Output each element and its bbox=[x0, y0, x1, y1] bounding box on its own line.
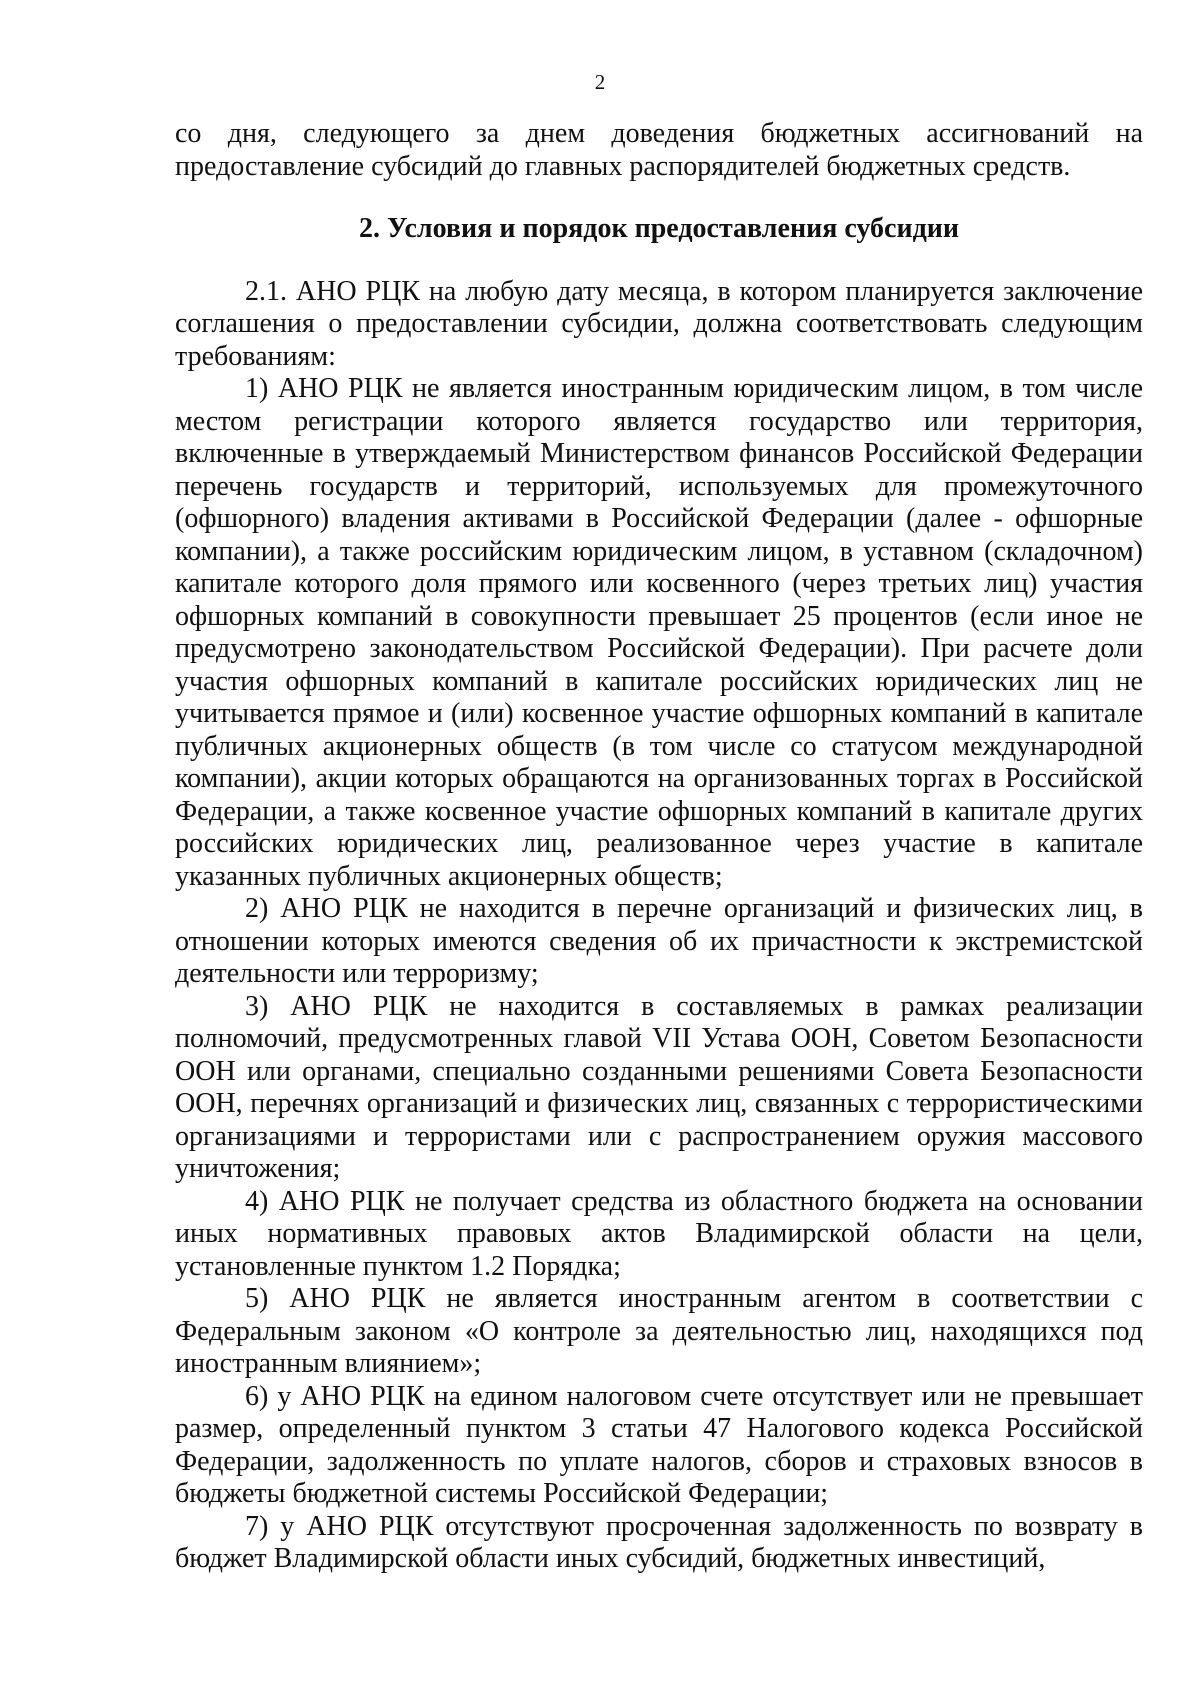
section-heading: 2. Условия и порядок предоставления субсидии bbox=[358, 213, 960, 244]
paragraph-2-1: 2.1. АНО РЦК на любую дату месяца, в котором планируется заключение соглашения о предоставлении субсидии, должна соответствовать следующим требованиям: bbox=[175, 275, 1143, 372]
requirement-2: 2) АНО РЦК не находится в перечне организаций и физических лиц, в отношении которых имеются сведения об их причастности к экстремистской деятельности или терроризму; bbox=[175, 893, 1143, 989]
requirement-4: 4) АНО РЦК не получает средства из областного бюджета на основании иных нормативных правовых актов Владимирской области на цели, установленные пунктом 1.2 Порядка; bbox=[175, 1185, 1143, 1282]
requirement-1: 1) АНО РЦК не является иностранным юридическим лицом, в том числе местом регистрации которого является государство или территория, включенные в утверждаемый Министерством финансов Российской Федерации перечень государств и территорий, используемых для промежуточного (офшорного) владения активами в Российской Федерации (далее - офшорные компании), а также российским юридическим лицом, в уставном (складочном) капитале которого доля прямого или косвенного (через третьих лиц) участия офшорных компаний в совокупности превышает 25 процентов (если иное не предусмотрено законодательством Российской Федерации). При расчете доли участия офшорных компаний в капитале российских юридических лиц не учитывается прямое и (или) косвенное участие офшорных компаний в капитале публичных акционерных обществ (в том числе со статусом международной компании), акции которых обращаются на организованных торгах в Российской Федерации, а также косвенное участие офшорных компаний в капитале других российских юридических лиц, реализованное через участие в капитале указанных публичных акционерных обществ; bbox=[175, 373, 1143, 892]
document-body bbox=[175, 118, 1143, 1576]
intro-paragraph: со дня, следующего за днем доведения бюджетных ассигнований на предоставление субсидий до главных распорядителей бюджетных средств. bbox=[175, 118, 1143, 182]
requirement-3: 3) АНО РЦК не находится в составляемых в рамках реализации полномочий, предусмотренных главой VII Устава ООН, Советом Безопасности ООН или органами, специально созданными решениями Совета Безопасности ООН, перечнях организаций и физических лиц, связанных с террористическими организациями и террористами или с распространением оружия массового уничтожения; bbox=[175, 990, 1143, 1184]
requirement-7: 7) у АНО РЦК отсутствуют просроченная задолженность по возврату в бюджет Владимирской области иных субсидий, бюджетных инвестиций, bbox=[175, 1510, 1143, 1574]
page-number: 2 bbox=[594, 70, 606, 94]
requirement-6: 6) у АНО РЦК на едином налоговом счете отсутствует или не превышает размер, определенный пунктом 3 статьи 47 Налогового кодекса Российской Федерации, задолженность по уплате налогов, сборов и страховых взносов в бюджеты бюджетной системы Российской Федерации; bbox=[175, 1380, 1143, 1509]
requirement-5: 5) АНО РЦК не является иностранным агентом в соответствии с Федеральным законом «О контроле за деятельностью лиц, находящихся под иностранным влиянием»; bbox=[175, 1283, 1143, 1379]
